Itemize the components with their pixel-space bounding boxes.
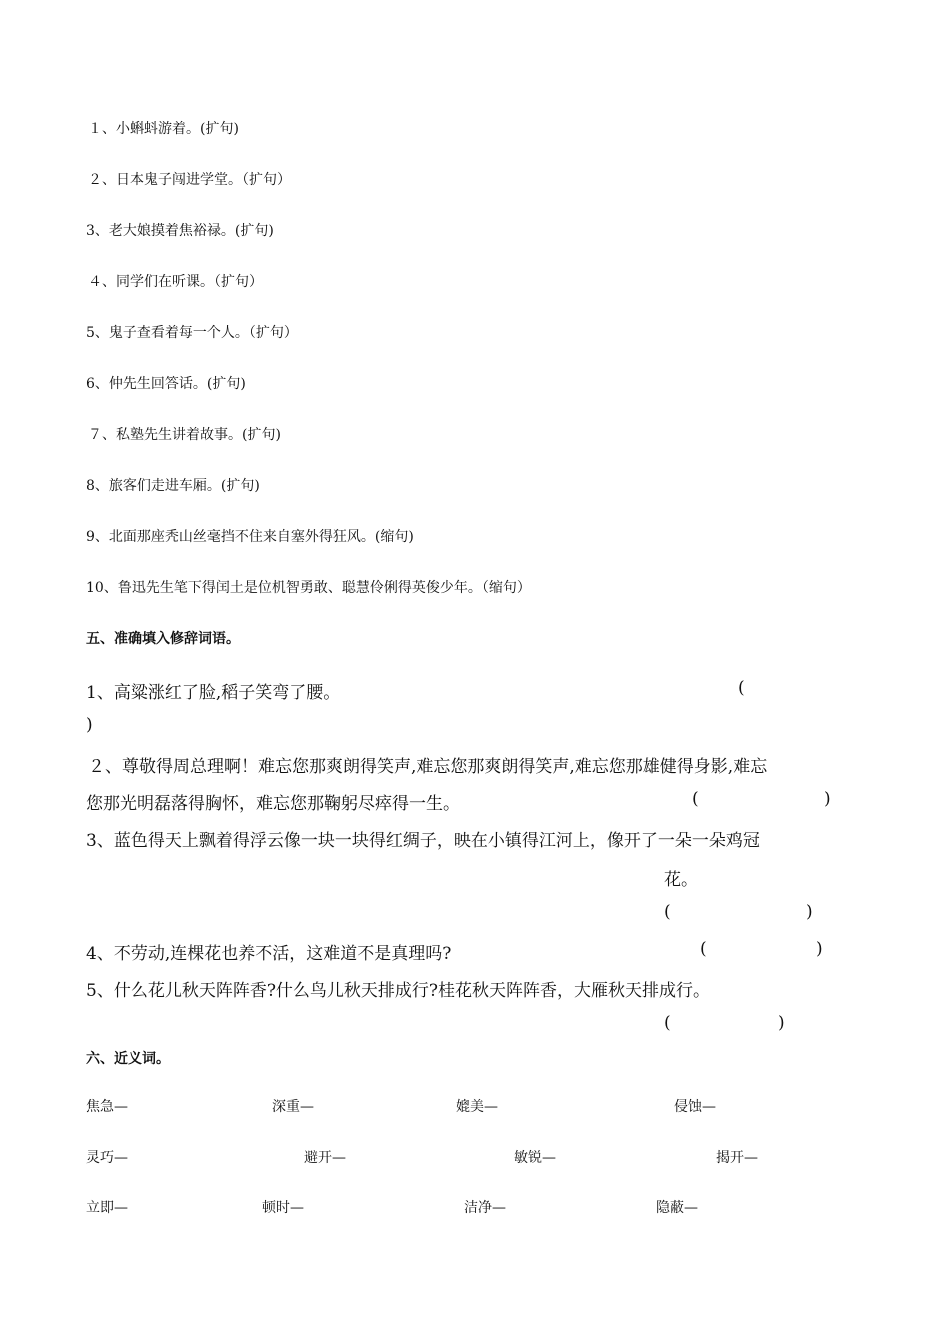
section-heading-synonyms: 六、近义词。 [86,1051,170,1067]
synonym-item: 侵蚀— [674,1099,716,1115]
exercise-item-9: 9、北面那座秃山丝毫挡不住来自塞外得狂风。(缩句) [86,529,414,545]
synonym-item: 敏锐— [514,1150,556,1166]
rhetoric-item-2-text-line2: 您那光明磊落得胸怀，难忘您那鞠躬尽瘁得一生。 [86,794,460,814]
rhetoric-item-2-blank-close: ) [824,789,831,809]
synonym-item: 深重— [272,1099,314,1115]
exercise-item-10: 10、鲁迅先生笔下得闰土是位机智勇敢、聪慧伶俐得英俊少年。（缩句） [86,580,531,596]
rhetoric-item-3-text-line1: 3、蓝色得天上飘着得浮云像一块一块得红绸子，映在小镇得江河上，像开了一朵一朵鸡冠 [86,831,760,851]
rhetoric-item-3-text-line2: 花。 [664,870,698,890]
synonym-item: 媲美— [456,1099,498,1115]
exercise-item-7: ７、私塾先生讲着故事。(扩句) [88,427,281,443]
rhetoric-item-1-text: 1、高粱涨红了脸,稻子笑弯了腰。 [86,683,341,703]
rhetoric-item-2-blank-open: ( [692,789,699,809]
synonym-item: 顿时— [262,1200,304,1216]
synonym-item: 避开— [304,1150,346,1166]
synonym-item: 隐蔽— [656,1200,698,1216]
rhetoric-item-4-blank-close: ) [816,939,823,959]
exercise-item-4: ４、同学们在听课。（扩句） [88,274,263,290]
exercise-item-1: １、小蝌蚪游着。(扩句) [88,121,239,137]
exercise-item-6: 6、仲先生回答话。(扩句) [86,376,246,392]
rhetoric-item-4-text: 4、不劳动,连棵花也养不活，这难道不是真理吗? [86,944,452,964]
exercise-item-2: ２、日本鬼子闯进学堂。（扩句） [88,172,291,188]
rhetoric-item-3-blank-open: ( [664,902,671,922]
synonym-item: 立即— [86,1200,128,1216]
rhetoric-item-5-blank-open: ( [664,1013,671,1033]
exercise-item-3: 3、老大娘摸着焦裕禄。(扩句) [86,223,274,239]
rhetoric-item-5-blank-close: ) [778,1013,785,1033]
synonym-item: 焦急— [86,1099,128,1115]
rhetoric-item-5-text: 5、什么花儿秋天阵阵香?什么鸟儿秋天排成行?桂花秋天阵阵香，大雁秋天排成行。 [86,981,711,1001]
rhetoric-item-3-blank-close: ) [806,902,813,922]
synonym-item: 洁净— [464,1200,506,1216]
rhetoric-item-1-blank-open: ( [738,678,745,698]
synonym-item: 灵巧— [86,1150,128,1166]
rhetoric-item-2-text-line1: ２、尊敬得周总理啊！难忘您那爽朗得笑声,难忘您那爽朗得笑声,难忘您那雄健得身影,难忘 [88,757,768,777]
exercise-item-5: 5、鬼子查看着每一个人。（扩句） [86,325,298,341]
section-heading-rhetoric: 五、准确填入修辞词语。 [86,631,240,647]
exercise-item-8: 8、旅客们走进车厢。(扩句) [86,478,260,494]
synonym-item: 揭开— [716,1150,758,1166]
rhetoric-item-4-blank-open: ( [700,939,707,959]
rhetoric-item-1-blank-close: ) [86,715,93,735]
